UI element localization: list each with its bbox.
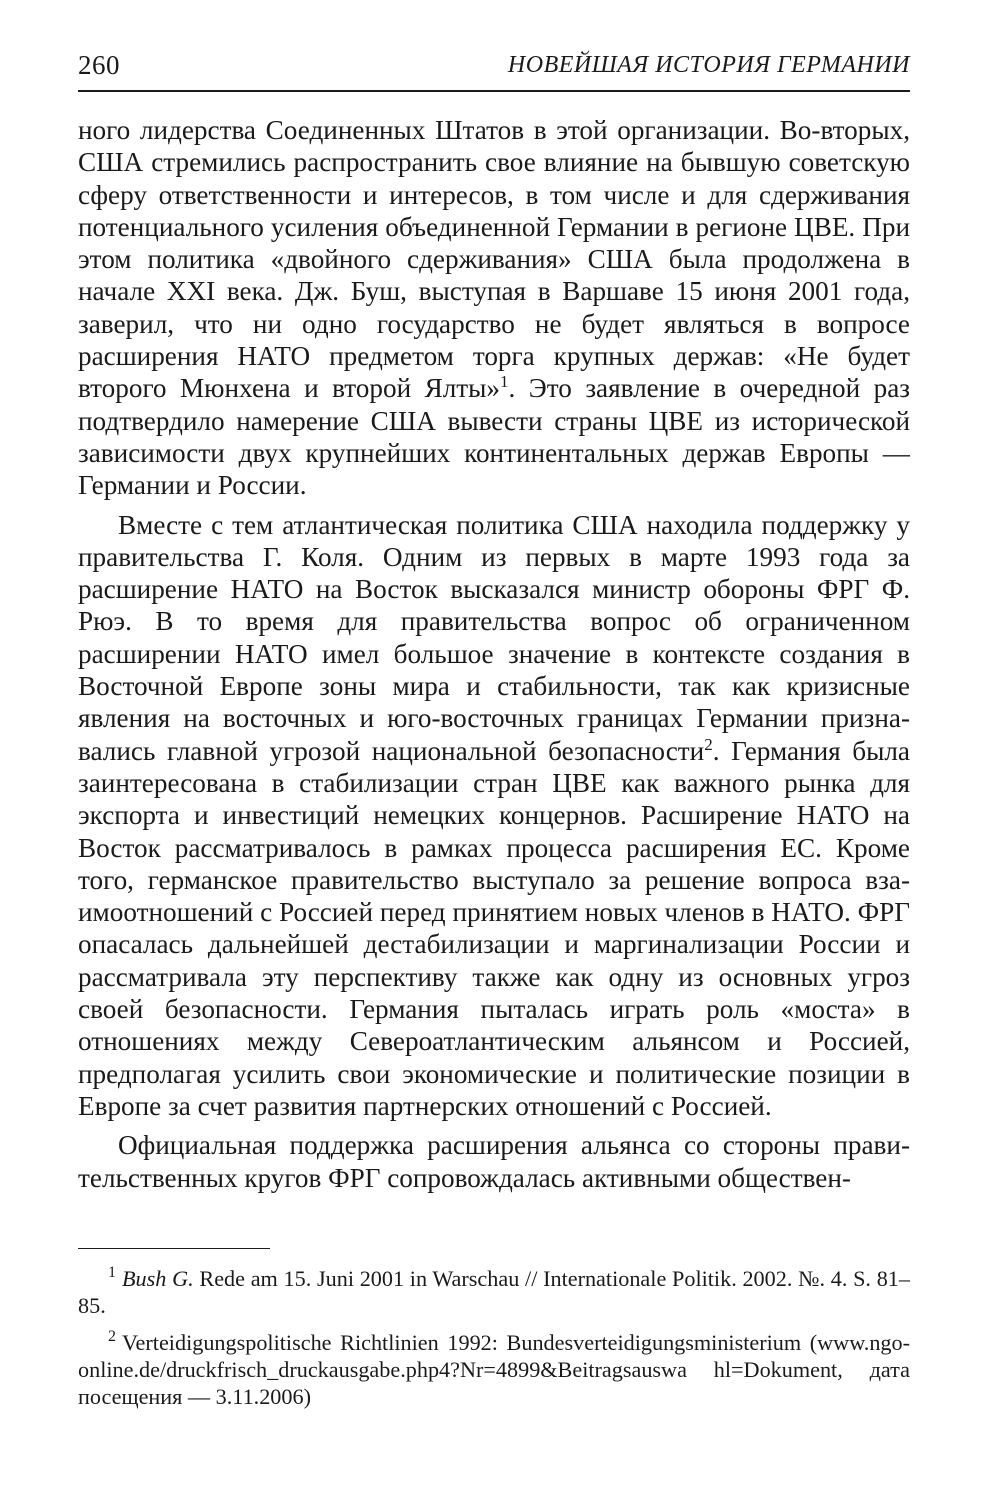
book-page — [78, 44, 910, 1417]
paragraph-2 — [78, 509, 910, 1123]
main-text — [78, 114, 910, 1194]
footnote-ref-2: 2 — [704, 734, 713, 754]
footnote-1-author: Bush G. — [122, 1265, 194, 1291]
page-number: 260 — [78, 50, 120, 80]
paragraph-1-text-b: . Это заявление в очередной раз подтвердило намерение США вывести страны ЦВЕ из исторической зависимости двух крупнейших континентальных держав Европы — Германии и России. — [78, 373, 910, 501]
footnote-2-mark: 2 — [108, 1328, 116, 1346]
footnotes — [78, 1265, 910, 1410]
footnote-1-mark: 1 — [108, 1264, 116, 1282]
footnote-2-text: Verteidigungspolitische Richtlinien 1992: Bundesverteidigungsministerium (www.ngo-online.de/druckfrisch_druckausgabe.php4?Nr=4899&Beitragsauswa hl=Dokument, дата посещения — 3.11.2006) — [78, 1329, 910, 1409]
footnote-2 — [78, 1329, 910, 1410]
paragraph-1 — [78, 114, 910, 502]
paragraph-1-text-a: ного лидерства Соединенных Штатов в этой организации. Во-вторых, США стремились распространить свое влияние на бывшую советскую сферу ответственности и интересов, в том числе и для сдерживания потенциального усиления объединенной Германии в регионе ЦВЕ. При этом политика «двойного сдерживания» США была продолжена в начале XXI века. Дж. Буш, выступая в Варшаве 15 июня 2001 года, заверил, что ни одно государство не будет являться в вопросе расширения НАТО предметом торга крупных держав: «Не будет второго Мюнхена и второй Ялты» — [78, 115, 910, 404]
page-header — [78, 44, 910, 92]
paragraph-3-text: Официальная поддержка расширения альянса со стороны правительственных кругов ФРГ сопровождалась активными обществен- — [78, 1130, 910, 1193]
footnote-1-text: Rede am 15. Juni 2001 in Warschau // Internationale Politik. 2002. №. 4. S. 81–85. — [78, 1265, 910, 1318]
running-title: НОВЕЙШАЯ ИСТОРИЯ ГЕРМАНИИ — [507, 52, 910, 78]
paragraph-2-text-b: . Германия была заинтересована в стабилизации стран ЦВЕ как важного рынка для экспорта и инвестиций немецких концернов. Расширение НАТО на Восток рассматривалось в рамках процесса расширения ЕС. Кроме того, германское правительство выступало за решение вопроса взаимоотношений с Россией перед принятием новых членов в НАТО. ФРГ опасалась дальнейшей дестабилизации и маргинализации России и рассматривала эту перспективу также как одну из основных угроз своей безопасности. Германия пыталась играть роль «моста» в отношениях между Североатлантическим альянсом и Россией, предполагая усилить свои экономические и политические позиции в Европе за счет развития партнерских отношений с Россией. — [78, 735, 910, 1121]
footnote-1 — [78, 1265, 910, 1319]
paragraph-3 — [78, 1129, 910, 1194]
paragraph-2-text-a: Вместе с тем атлантическая политика США находила поддержку у правительства Г. Коля. Одним из первых в марте 1993 года за расширение НАТО на Восток высказался министр обороны ФРГ Ф. Рюэ. В то время для правительства вопрос об ограниченном расширении НАТО имел большое значение в контексте создания в Восточной Европе зоны мира и стабильности, так как кризисные явления на восточных и юго-восточных границах Германии признавались главной угрозой национальной безопасности — [78, 509, 910, 766]
footnote-divider — [78, 1248, 270, 1249]
footnote-ref-1: 1 — [500, 372, 509, 392]
